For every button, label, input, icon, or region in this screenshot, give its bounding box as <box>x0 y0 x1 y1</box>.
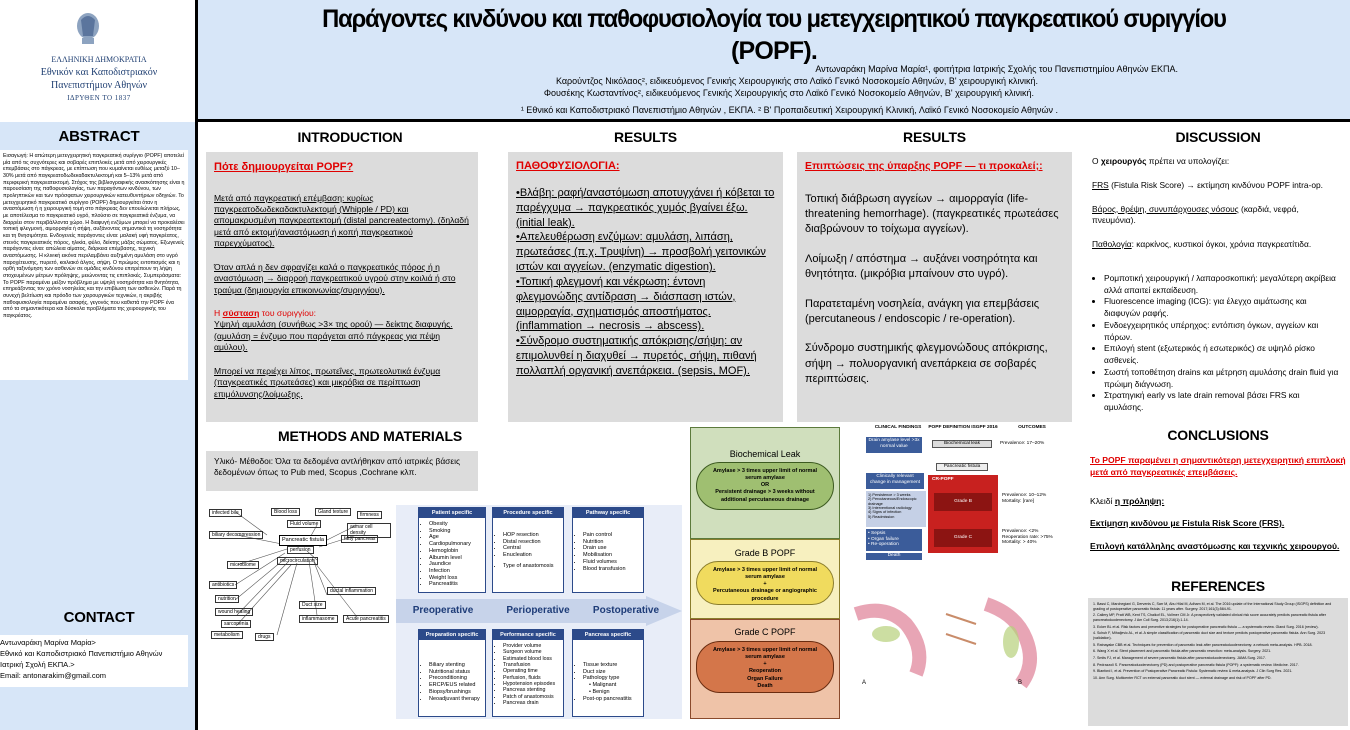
contact-name: Αντωναράκη Μαρίνα Μαρία> <box>0 638 96 647</box>
reference-item: 5. Ratnayake CBB et al. Techniques for prevention of pancreatic leak after pancreatoduodenectomy: a network meta-analysis. HPB. 2018. <box>1093 642 1313 647</box>
results-title-1: RESULTS <box>614 129 677 145</box>
disc-intro-a: Ο <box>1092 156 1101 166</box>
reference-item: 7. Smits FJ, et al. Management of severe pancreatic fistula after pancreatoduodenectomy. JAMA Surg. 2017. <box>1093 656 1266 661</box>
discussion-bullet: • Στρατηγική early vs late drain removal βάσει FRS και αμυλάσης. <box>1104 390 1340 414</box>
university-name-line1: Εθνικόν και Καποδιστριακόν <box>40 67 158 78</box>
affiliations: ¹ Εθνικό και Καποδιστριακό Πανεπιστήμιο Αθηνών , ΕΚΠΑ. ² Β' Προπαιδευτική Χειρουργική Κλινική, Λαϊκό Γενικό Νοσοκομείο Αθηνών . <box>520 105 1058 115</box>
discussion-panel <box>1088 152 1344 417</box>
isgpf-flowchart <box>862 425 1069 560</box>
mindmap-node-acute-pancreatitis: Acute pancreatitis <box>343 615 389 623</box>
flow-cr-popf: CR-POPF <box>928 475 998 553</box>
card-item: • Jaundice <box>429 561 485 568</box>
card-item: • Malignant <box>589 682 617 689</box>
card-patient-specific <box>418 507 486 593</box>
mindmap-node-fluid-volume: Fluid volume <box>287 520 321 528</box>
mindmap-node-fatty-pancreas: fatty pancreas <box>341 535 378 543</box>
intro-paragraph-4: Μπορεί να περιέχει λίπος, πρωτεΐνες, πρωτεολυτικά ένζυμα (παγκρεατικές πρωτεάσες) και μικρόβια σε περίπτωση επιμόλυνσης/λοίμωξης. <box>214 365 441 399</box>
conclusion-point-2: Επιλογή κατάλληλης αναστόμωσης και τεχνικής χειρουργού. <box>1090 541 1340 552</box>
mindmap-node-microcirculation: microcirculation <box>277 557 318 565</box>
phase-postoperative: Postoperative <box>592 605 660 616</box>
intro-paragraph-3-body: Υψηλή αμυλάση (συνήθως >3× της ορού) — δείκτης διαφυγής. (αμυλάση = ένζυμο που παράγεται από πάγκρεας για πέψη αμύλου). <box>214 319 453 353</box>
card-item: • Benign <box>589 688 610 695</box>
mindmap-node-gland-texture: Gland texture <box>315 508 351 516</box>
card-list <box>419 521 485 588</box>
mindmap-node-biliary-decompression: biliary decompression <box>209 531 263 539</box>
mindmap-node-wound-healing: wound healing <box>215 608 253 616</box>
card-item: • Infection <box>429 568 485 575</box>
anatomy-label-b: B <box>1018 680 1023 686</box>
patho-bullet-2: •Απελευθέρωση ενζύμων: αμυλάση, λιπάση, πρωτεάσες (π.χ. Τρυψίνη) → προσβολή γειτονικών ιστών και αγγείων. (enzymatic digestion). <box>516 231 766 274</box>
disc-intro-c: πρέπει να υπολογίζει: <box>1146 156 1230 166</box>
phase-perioperative: Perioperative <box>506 605 570 616</box>
intro-p3-label: Η <box>214 308 223 318</box>
card-item: • Tissue texture <box>583 662 643 669</box>
contact-school: Ιατρική Σχολή ΕΚΠΑ.> <box>0 659 75 669</box>
conclusion-key-a: Κλειδί <box>1090 496 1115 507</box>
card-item: • Biopsy/brushings <box>429 689 485 696</box>
card-list <box>419 662 485 702</box>
contact-box <box>0 635 188 687</box>
disc-path-text: : καρκίνος, κυστικοί όγκοι, χρόνια παγκρεατίτιδα. <box>1131 239 1312 250</box>
card-item: • Patch of anastomosis <box>503 694 563 700</box>
disc-frs-text: (Fistula Risk Score) → εκτίμηση κινδύνου POPF intra-op. <box>1108 179 1323 190</box>
card-list <box>493 643 563 706</box>
conclusions-panel <box>1090 455 1346 553</box>
intro-p3-tail: του συριγγίου: <box>259 308 317 318</box>
poster-title-line1: Παράγοντες κινδύνου και παθοφυσιολογία του μετεγχειρητικού παγκρεατικού συριγγίου <box>322 5 1226 33</box>
card-item: • Hypotension episodes <box>503 681 563 687</box>
disc-frs-label: FRS <box>1092 179 1109 190</box>
mindmap-node-firmness: firmness <box>357 511 382 519</box>
flow-header-outcomes: OUTCOMES <box>1018 425 1046 430</box>
card-item: • Cardiopulmonary <box>429 541 485 548</box>
founded-line: ΙΔΡΥΘΕΝ ΤΟ 1837 <box>67 94 131 102</box>
mindmap-node-acinar-cell-density: acinar cell density <box>347 523 391 538</box>
methods-panel <box>206 451 478 491</box>
card-item: • Transfusion <box>503 662 563 668</box>
discussion-item-weight <box>1092 204 1340 228</box>
patho-bullet-1: •Βλάβη: ραφή/αναστόμωση αποτυγχάνει ή κόβεται το παρέγχυμα → παγκρεατικός χυμός βγαίνει έξω. (initial leak). <box>516 186 775 229</box>
flow-organ: • Sepsis • Organ failure • Re-operation <box>866 529 922 551</box>
mindmap-node-duct-size: Duct size <box>299 601 326 609</box>
conclusion-key-b: η πρόληψη: <box>1114 496 1165 507</box>
pathophysiology-heading: ΠΑΘΟΦΥΣΙΟΛΟΓΙΑ: <box>516 160 620 172</box>
flow-biochemical-leak: Biochemical leak <box>932 440 992 448</box>
flow-death: Death <box>866 553 922 560</box>
conclusion-point-1: Εκτίμηση κινδύνου με Fistula Risk Score (FRS). <box>1090 517 1285 528</box>
mindmap-node-blood-loss: Blood loss <box>271 508 300 516</box>
abstract-box <box>0 150 188 380</box>
reference-item: 3. Ecker BL et al. Risk factors and preventive strategies for postoperative pancreatic fistula — a systematic review. Gland Surg. 2016 (review). <box>1093 624 1319 629</box>
consequence-2: Λοίμωξη / απόστημα → αυξάνει νοσηρότητα και θνητότητα. (μικρόβια μπαίνουν στο υγρό). <box>805 252 1038 281</box>
card-item: • Preconditioning <box>429 675 485 682</box>
anatomy-illustration <box>846 594 1068 690</box>
flow-header-clinical: CLINICAL FINDINGS <box>874 425 922 430</box>
card-title: Procedure specific <box>493 508 563 518</box>
university-name-line2: Πανεπιστήμιον Αθηνών <box>51 80 147 91</box>
introduction-title: INTRODUCTION <box>297 129 403 145</box>
card-item: • Smoking <box>429 528 485 535</box>
methods-title: METHODS AND MATERIALS <box>277 428 462 444</box>
card-item: • Distal resection <box>503 539 563 546</box>
card-pancreas-specific <box>572 629 644 717</box>
conclusion-main: Το POPF παραμένει η σημαντικότερη μετεγχειρητική επιπλοκή μετά από παγκρεατικές επεμβάσεις. <box>1090 455 1346 477</box>
consequences-heading: Επιπτώσεις της ύπαρξης POPF — τι προκαλεί;: <box>805 160 1043 172</box>
card-item: • Albumin level <box>429 555 485 562</box>
card-item: • Weight loss <box>429 575 485 582</box>
reference-item: 10. Ann Surg. Multicenter RCT on external pancreatic duct stent — external drainage and risk of POPF after PD. <box>1093 676 1272 681</box>
phase-preoperative: Preoperative <box>412 605 474 616</box>
results-panel-2 <box>797 152 1072 422</box>
mindmap-node-drugs: drugs <box>255 633 274 641</box>
intro-paragraph-3 <box>214 308 470 319</box>
card-item: • Pain control <box>583 532 643 539</box>
discussion-title: DISCUSSION <box>1175 129 1261 145</box>
mindmap-node-antibiotics: antibiotics <box>209 581 237 589</box>
author-line-1: Αντωναράκη Μαρίνα Μαρία¹, φοιτήτρια Ιατρικής Σχολής του Πανεπιστημίου Αθηνών ΕΚΠΑ. <box>815 64 1178 74</box>
mindmap-node-microbiome: microbiome <box>227 561 259 569</box>
contact-title: CONTACT <box>63 609 135 626</box>
card-item: • Blood transfusion <box>583 566 643 573</box>
contact-university: Εθνικό και Καποδιστριακό Πανεπιστήμιο Αθηνών <box>0 648 163 658</box>
mindmap-node-infected-bile: infected bile <box>209 509 242 517</box>
flow-grade-c: Grade C <box>934 529 992 547</box>
card-list <box>573 662 643 702</box>
flow-header-definition: POPF DEFINITION ISGPF 2016 <box>928 425 998 430</box>
discussion-intro <box>1092 156 1340 168</box>
patho-bullet-3: •Τοπική φλεγμονή και νέκρωση: έντονη φλεγμονώδης αντίδραση → διάσπαση ιστών, αιμορραγία, σχηματισμός αποστήματος. (inflammation → necrosis → abscess). <box>516 275 736 333</box>
card-procedure-specific <box>492 507 564 593</box>
card-item: • Nutritional status <box>429 669 485 676</box>
card-item: • Pancreatitis <box>429 581 485 588</box>
results-title-2: RESULTS <box>903 129 966 145</box>
flow-condition: Clinically relevant change in management <box>866 473 924 489</box>
card-item: • Age <box>429 534 485 541</box>
card-item: • Central <box>503 545 563 552</box>
mindmap-node-metabolism: metabolism <box>211 631 243 639</box>
card-item: • Fluid volumes <box>583 559 643 566</box>
methods-text: Υλικό- Μέθοδοι: Όλα τα δεδομένα αντλήθηκαν από ιατρικές βάσεις δεδομένων όπως το Pub med, Scopus ,Cochrane κλπ. <box>214 456 460 478</box>
disc-weight-label: Βάρος, θρέψη, συνυπάρχουσες νόσους <box>1092 203 1239 214</box>
card-item: • Type of anastomosis <box>503 563 563 570</box>
card-preparation-specific <box>418 629 486 717</box>
grade-b-title: Grade B POPF <box>734 548 796 558</box>
reference-item: 8. Pedrazzoli S. Pancreatoduodenectomy (PD) and postoperative pancreatic fistula (POPF): a systematic review. Medicine. 2017. <box>1093 662 1299 667</box>
grade-b-criteria: Amylase > 3 times upper limit of normal serum amylase + Percutaneous drainage or angiographic procedure <box>696 561 834 605</box>
mindmap-node-pancreatic-fistula: Pancreatic fistula <box>279 535 327 546</box>
card-item: • Neoadjuvant therapy <box>429 696 485 703</box>
discussion-bullet: • Ενδοεγχειρητικός υπέρηχος: εντόπιση όγκων, αγγείων και πόρων. <box>1104 320 1340 344</box>
grade-c-title: Grade C POPF <box>734 627 796 637</box>
mindmap-node-sarcopenia: sarcopenia <box>221 620 251 628</box>
card-item: • Duct size <box>583 669 643 676</box>
card-title: Patient specific <box>419 508 485 518</box>
intro-question: Πότε δημιουργείται POPF? <box>214 161 354 173</box>
flow-list: 1) Persistence > 3 weeks 2) Percutaneous/Endoscopic drainage 3) Interventional radiology 4) Signs of infection 5) Readmission <box>866 491 926 527</box>
results-panel-1 <box>508 152 783 422</box>
grade-biochemical-leak-title: Biochemical Leak <box>729 449 801 459</box>
card-title: Pathway specific <box>573 508 643 518</box>
consequence-4: Σύνδρομο συστημικής φλεγμονώδους απόκρισης, σήψη → πολυοργανική ανεπάρκεια σε σοβαρές περιπτώσεις. <box>805 342 1048 386</box>
intro-p3-strong: σύσταση <box>222 308 260 318</box>
introduction-panel <box>206 152 478 422</box>
abstract-text: Εισαγωγή: Η απώτερη μετεγχειρητική παγκρεατική συρίγγιο (POPF) αποτελεί μία από τις συχνότερες και σοβαρές επιπλοκές μετά από χειρουργικές επεμβάσεις στο πάγκρεας, με επίπτωση που κυμαίνεται ευθέως μεταξύ 10–30% μετά από παγκρεατοδωδεκαδακτυλεκτομή και 5–13% μετά από περιφερική παγκρεατεκτομή. Στόχος της βιβλιογραφικής ανασκόπησης είναι η παρουσίαση της παθοφυσιολογίας, των παραγόντων κινδύνου, των προληπτικών και των πρόσφατων χειρουργικών κατευθυντήριων οδηγιών. Το μετεγχειρητικό παγκρεατικό συρίγγιο (POPF) δημιουργείται όταν η αναστόμωση ή η χειρουργική τομή στο πάγκρεας δεν επουλώνεται πλήρως, με αποτέλεσμα το παγκρεατικό υγρό, πλούσιο σε παγκρεατικά ένζυμα, να διαρρέει στον περιβάλλοντα χώρο. Η διαφυγή ενζύμων μπορεί να προκαλέσει τοπική φλεγμονή, αιμορραγία ή σήψη, αυξάνοντας σημαντικά τη νοσηρότητα και τη θνησιμότητα. Ενδογενείς παράγοντες είναι: μαλακή υφή παγκρέατος, στενός παγκρεατικός πόρος, ηλικία, φύλο, δείκτης μάζας σώματος. Εξωγενείς παράγοντες είναι: απώλεια αίματος, διάρκεια επέμβασης, τεχνική αναστόμωσης. Η κλινική εικόνα περιλαμβάνει αυξημένη αμυλάση στο υγρό παροχέτευσης, πυρετό, κοιλιακό άλγος, σήψη. Ο πρώιμος εντοπισμός και η ορθή ταξινόμηση των ασθενών σε ομάδες κινδύνου επιτρέπουν τη λήψη στοχευμένων μέτρων πρόληψης, μειώνοντας τις επιπλοκές. Συμπεράσματα: Το POPF παραμένει μείζον πρόβλημα με υψηλή νοσηρότητα και θνητότητα, επηρεάζοντας τον χρόνο νοσηλείας και την επιβίωση των ασθενών. Παρά τη συνεχή βελτίωση και πρόοδο των χειρουργικών τεχνικών, η ακριβής παθοφυσιολογία παραμένει ασαφής, γεγονός που καθιστά την POPF ένα από τα σημαντικότερα και δύσκολα προβλήματα της χειρουργικής του παγκρέατος. <box>3 153 185 320</box>
card-item: • HOP resection <box>503 532 563 539</box>
flow-grade-b: Grade B <box>934 493 992 511</box>
reference-item: 9. Blanford I, et al. Prevention of Postoperative Pancreatic Fistula: Systematic review & meta-analysis. J Clin Surg Res. 2021. <box>1093 669 1293 674</box>
disc-weight-text: (καρδιά, νεφρά, πνευμόνια). <box>1092 203 1299 226</box>
flow-outcome-c: Prevalence: <2% Reoperation rate: >75% Mortality: > 40% <box>1002 529 1053 546</box>
reference-item: 6. Wang X et al. Stent placement and pancreatic fistula after pancreatic resection: meta-analysis. Surgery. 2021. <box>1093 649 1272 654</box>
university-seal-icon <box>73 10 103 48</box>
author-line-2: Καρούντζος Νικόλαος², ειδικευόμενος Γενικής Χειρουργικής στο Λαϊκό Γενικό Νοσοκομείο Αθηνών, Β' χειρουργική κλινική. <box>555 76 1038 86</box>
discussion-bullet: • Ρομποτική χειρουργική / λαπαροσκοπική: μεγαλύτερη ακρίβεια αλλά απαιτεί εκπαίδευση. <box>1104 273 1340 297</box>
card-item: • Drain use <box>583 545 643 552</box>
references-box <box>1088 598 1348 726</box>
card-title: Performance specific <box>493 630 563 640</box>
contact-email[interactable]: Email: antonarakim@gmail.com <box>0 670 106 680</box>
card-item: • Biliary stenting <box>429 662 485 669</box>
grade-biochemical-leak-criteria: Amylase > 3 times upper limit of normal serum amylase OR Persistent drainage > 3 weeks without additional percutaneous drainage <box>696 462 834 510</box>
intro-paragraph-2: Όταν απλά η δεν σφραγίζει καλά ο παγκρεατικός πόρος ή η αναστόμωση → διαρροή παγκρεατικού υγρού στην κοιλιά ή στο τραύμα (δημιουργία επικοινωνίας/συριγγίου). <box>214 261 456 295</box>
seal-caption: ΕΛΛΗΝΙΚΗ ΔΗΜΟΚΡΑΤΙΑ <box>51 55 147 64</box>
card-item: • Pathology type <box>583 675 643 682</box>
card-list <box>573 532 643 572</box>
card-item: • Enucleation <box>503 552 563 559</box>
card-title: Preparation specific <box>419 630 485 640</box>
discussion-bullets <box>1092 273 1340 414</box>
consequence-3: Παρατεταμένη νοσηλεία, ανάγκη για επεμβάσεις (percutaneous / endoscopic / re-operation). <box>805 297 1040 326</box>
card-list <box>493 532 563 570</box>
card-item: • Obesity <box>429 521 485 528</box>
intro-paragraph-1: Μετά από παγκρεατική επέμβαση: κυρίως παγκρεατοδωδεκαδακτυλεκτομή (Whipple / PD) και απομακρυσμένη παγκρεατεκτομή (distal pancreatectomy). (δηλαδή μετά από εκτομή/αναστόμωση ή κοπή παγκρεατικού παρεγχύματος). <box>214 192 469 249</box>
card-item: • Hemoglobin <box>429 548 485 555</box>
consequence-1: Τοπική διάβρωση αγγείων → αιμορραγία (life-threatening hemorrhage). (παγκρεατικές πρωτεάσες διαβρώνουν το τοίχωμα αγγείων). <box>805 192 1059 236</box>
conclusion-key <box>1090 496 1346 508</box>
reference-item: 2. Callery MP, Pratt WB, Kent TS, Chaikof EL, Vollmer CM Jr. A prospectively validated clinical risk score accurately predicts pancreatic fistula after pancreatoduodenectomy. J Am Coll Surg. 2013;216(1):1-14. <box>1093 613 1326 623</box>
card-item: • Pancreas drain <box>503 700 563 706</box>
card-item: • Nutrition <box>583 539 643 546</box>
mindmap-node-nutrition: nutrition <box>215 595 239 603</box>
patho-bullet-4: •Σύνδρομο συστηματικής απόκρισης/σήψη: αν επιμολυνθεί η διαχυθεί → πυρετός, σήψη, πιθανή πολλαπλή οργανική ανεπάρκεια. (sepsis, MOF). <box>516 335 757 377</box>
discussion-item-pathology <box>1092 239 1340 251</box>
flow-drain-amylase: Drain amylase level >3x normal value <box>866 437 922 453</box>
conclusions-title: CONCLUSIONS <box>1167 427 1269 443</box>
references-title: REFERENCES <box>1171 578 1265 594</box>
discussion-item-frs <box>1092 180 1340 192</box>
discussion-bullet: • Επιλογή stent (εξωτερικός ή εσωτερικός) σε υψηλό ρίσκο ασθενείς. <box>1104 343 1340 367</box>
reference-item: 4. Schuh F, Mihaljevic AL, et al. A simple classification of pancreatic duct size and texture predicts postoperative pancreatic fistula. Ann Surg. 2023 (validation). <box>1093 631 1326 641</box>
card-item: • ERCP/EUS related <box>429 682 485 689</box>
card-item: • Perfusion, fluids <box>503 675 563 681</box>
flow-outcome-b: Prevalence: 10–12% Mortality: [rare] <box>1002 493 1047 504</box>
card-pathway-specific <box>572 507 644 593</box>
anatomy-label-a: A <box>862 680 867 686</box>
card-item: • Surgeon volume <box>503 649 563 655</box>
risk-mindmap <box>207 505 391 643</box>
card-item: • Estimated blood loss <box>503 656 563 662</box>
card-item: • Provider volume <box>503 643 563 649</box>
card-item: • Post-op pancreatitis <box>583 696 643 703</box>
flow-pancreatic-fistula: Pancreatic fistula <box>936 463 988 471</box>
mindmap-node-ductal-inflammation: ductal inflammation <box>327 587 376 595</box>
discussion-bullet: • Σωστή τοποθέτηση drains και μέτρηση αμυλάσης drain fluid για πρώιμη διάγνωση. <box>1104 367 1340 391</box>
flow-prevalence-1: Prevalence: 17–20% <box>1000 441 1045 446</box>
abstract-title: ABSTRACT <box>58 128 140 145</box>
disc-intro-b: χειρουργός <box>1100 156 1147 166</box>
card-title: Pancreas specific <box>573 630 643 640</box>
card-item: • Pancreas stenting <box>503 687 563 693</box>
mindmap-node-inflammasome: inflammasome <box>299 615 338 623</box>
discussion-bullet: • Fluorescence imaging (ICG): για έλεγχο αιμάτωσης και διαφυγών ραφής. <box>1104 296 1340 320</box>
card-item: • Operating time <box>503 668 563 674</box>
poster-title-line2: (POPF). <box>730 37 818 65</box>
grade-c-criteria: Amylase > 3 times upper limit of normal serum amylase + Reoperation Organ Failure Death <box>696 641 834 693</box>
mindmap-node-perfusion: perfusion <box>287 546 314 554</box>
disc-path-label: Παθολογία <box>1092 239 1132 250</box>
reference-item: 1. Bassi C, Marchegiani G, Dervenis C, Sarr M, Abu Hilal M, Adham M, et al. The 2016 update of the International Study Group (ISGPS) definition and grading of postoperative pancreatic fistula: 11 years after. Surgery. 2017;161(3):584-91. <box>1093 602 1332 611</box>
card-performance-specific <box>492 629 564 717</box>
author-line-3: Φουσέκης Κωσταντίνος², ειδικευόμενος Γενικής Χειρουργικής στο Λαϊκό Γενικό Νοσοκομείο Αθηνών, Β' χειρουργική κλινική. <box>543 88 1034 98</box>
card-item: • Mobilisation <box>583 552 643 559</box>
